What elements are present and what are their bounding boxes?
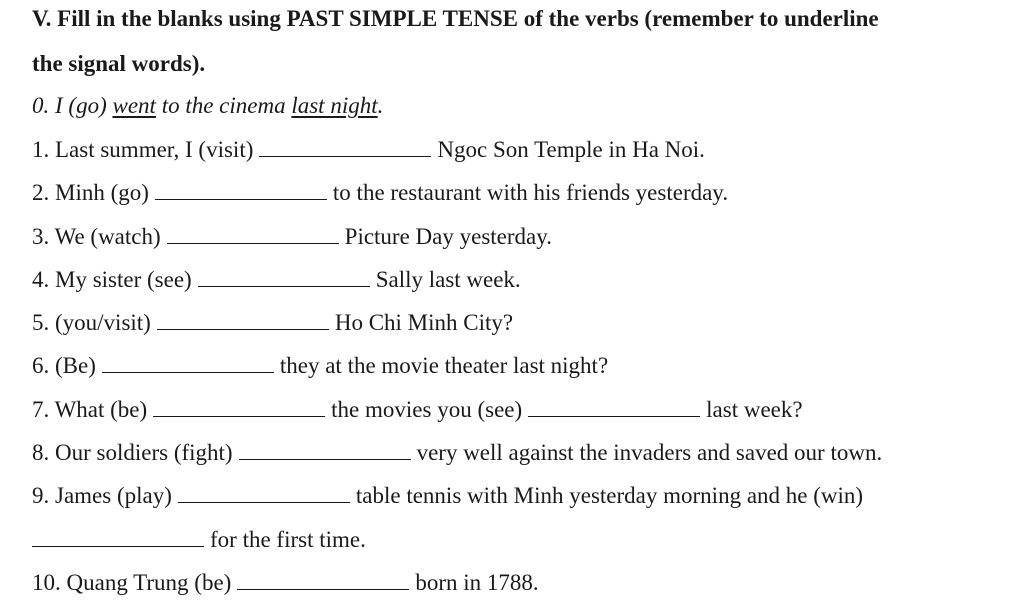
answer-blank-9a[interactable]	[178, 484, 350, 503]
answer-blank-7a[interactable]	[153, 398, 325, 417]
question-9-rest: table tennis with Minh yesterday morning and he (win)	[355, 483, 864, 508]
question-4-rest: Sally last week.	[375, 267, 521, 292]
question-2-rest: to the restaurant with his friends yesterday.	[332, 180, 729, 205]
example-prefix: 0. I (go)	[32, 93, 113, 118]
question-3	[32, 223, 552, 251]
question-9-continued	[32, 526, 366, 554]
example-sentence	[32, 92, 383, 120]
answer-blank-6[interactable]	[102, 354, 274, 373]
question-10-prompt: 10. Quang Trung (be)	[32, 570, 232, 595]
question-9	[32, 482, 863, 510]
answer-blank-3[interactable]	[167, 225, 339, 244]
question-3-rest: Picture Day yesterday.	[344, 224, 553, 249]
question-5-prompt: 5. (you/visit)	[32, 310, 151, 335]
question-7-rest: last week?	[706, 397, 803, 422]
answer-blank-4[interactable]	[198, 268, 370, 287]
example-suffix: .	[377, 93, 384, 118]
question-7-prompt: 7. What (be)	[32, 397, 148, 422]
example-middle: to the cinema	[155, 93, 292, 118]
answer-blank-9b[interactable]	[32, 528, 204, 547]
answer-blank-2[interactable]	[155, 181, 327, 200]
question-2	[32, 179, 728, 207]
question-2-prompt: 2. Minh (go)	[32, 180, 149, 205]
question-1-rest: Ngoc Son Temple in Ha Noi.	[437, 137, 705, 162]
question-9-continued-text: for the first time.	[210, 527, 366, 552]
question-1	[32, 136, 705, 164]
question-6-prompt: 6. (Be)	[32, 353, 96, 378]
question-6-rest: they at the movie theater last night?	[279, 353, 609, 378]
question-10-rest: born in 1788.	[415, 570, 539, 595]
question-5	[32, 309, 513, 337]
question-5-rest: Ho Chi Minh City?	[334, 310, 514, 335]
answer-blank-7b[interactable]	[528, 398, 700, 417]
answer-blank-8[interactable]	[239, 441, 411, 460]
answer-blank-10[interactable]	[237, 571, 409, 590]
question-6	[32, 352, 608, 380]
answer-blank-1[interactable]	[259, 138, 431, 157]
question-8	[32, 439, 882, 467]
exercise-heading-line-1: V. Fill in the blanks using PAST SIMPLE TENSE of the verbs (remember to underline	[32, 6, 879, 31]
exercise-heading-line-2: the signal words).	[32, 51, 206, 76]
question-7-middle: the movies you (see)	[331, 397, 523, 422]
question-3-prompt: 3. We (watch)	[32, 224, 161, 249]
question-4	[32, 266, 521, 294]
question-8-prompt: 8. Our soldiers (fight)	[32, 440, 233, 465]
example-signal-words: last night	[291, 93, 378, 118]
question-7	[32, 396, 803, 424]
question-10	[32, 569, 539, 597]
question-4-prompt: 4. My sister (see)	[32, 267, 192, 292]
example-answer: went	[112, 93, 156, 118]
question-9-prompt: 9. James (play)	[32, 483, 172, 508]
answer-blank-5[interactable]	[157, 311, 329, 330]
question-1-prompt: 1. Last summer, I (visit)	[32, 137, 254, 162]
question-8-rest: very well against the invaders and saved our town.	[416, 440, 883, 465]
